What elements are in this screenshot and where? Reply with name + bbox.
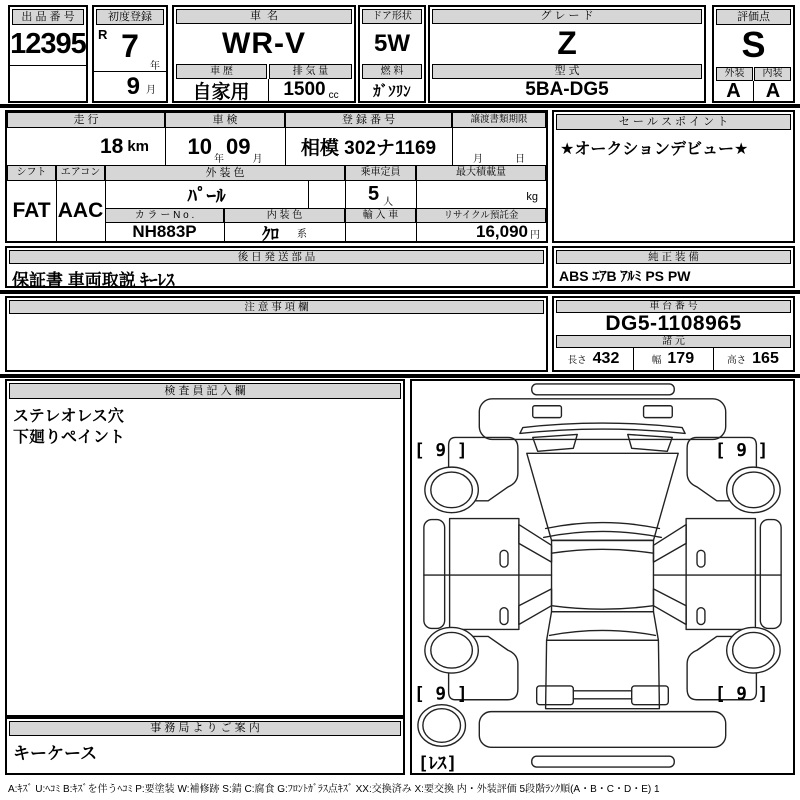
pillar-rear-right [653, 589, 686, 625]
first-registration-year: 7 [121, 27, 139, 64]
fuel-value: ｶﾞｿﾘﾝ [373, 82, 411, 100]
spare-tire-mark: [ﾚｽ] [417, 753, 458, 773]
sill-right [760, 520, 781, 629]
spec-height-label: 高さ [727, 355, 747, 366]
rear-bottom-bar [532, 756, 675, 767]
exterior-value: A [726, 79, 741, 102]
divider [308, 181, 309, 208]
max-load-unit: kg [526, 191, 538, 203]
interior-color-value: ｸﾛ [262, 224, 279, 244]
car-diagram-box [410, 379, 795, 775]
door-shape-box [358, 5, 426, 103]
history-label: 車 歴 [176, 64, 267, 79]
door-shape-label: ドア形状 [362, 9, 422, 24]
wheel-rear-right-rim [733, 632, 775, 668]
exterior-color-label: 外 装 色 [105, 165, 345, 181]
exterior-color-value: ﾊﾟｰﾙ [187, 186, 226, 207]
score-label: 評価点 [716, 9, 791, 25]
sales-point-value: ★オークションデビュー★ [560, 141, 749, 158]
score-box [712, 5, 795, 103]
door-handle [697, 550, 705, 567]
lot-number-value: 12395 [10, 27, 86, 60]
spec-width-cell [633, 348, 713, 370]
inspection-label: 車 検 [165, 112, 285, 128]
aircon-value: AAC [57, 199, 104, 222]
spec-length-value: 432 [592, 350, 620, 367]
spec-length-cell [554, 348, 633, 370]
transfer-day-unit: 日 [515, 154, 525, 165]
wheel-rear-left-rim [431, 632, 473, 668]
recycle-cell [416, 223, 546, 241]
sill-left [424, 520, 445, 629]
first-registration-month: 9 [126, 73, 140, 100]
later-parts-label: 後 日 発 送 部 品 [9, 250, 544, 264]
recycle-label: リサイクル預託金 [416, 208, 546, 223]
recycle-value: 16,090 [476, 222, 528, 241]
car-name-value: WR-V [222, 27, 306, 60]
pillar-front-right [653, 525, 686, 563]
pillar-rear-left [519, 589, 552, 625]
displacement-unit: cc [328, 90, 339, 101]
car-name-label: 車 名 [176, 9, 352, 24]
exterior-label: 外装 [716, 67, 753, 81]
recycle-unit: 円 [530, 230, 540, 241]
tire-mark-front-right: [ 9 ] [714, 440, 769, 462]
inspection-year-unit: 年 [214, 154, 224, 165]
capacity-cell [345, 181, 416, 208]
spare-tire-rim [423, 709, 461, 743]
rear-window-line [550, 630, 656, 635]
spare-tire [418, 705, 466, 747]
registration-number-label: 登 録 番 号 [285, 112, 452, 128]
score-value: S [741, 24, 766, 65]
oem-equipment-box [552, 246, 795, 288]
front-light-right [644, 406, 673, 418]
capacity-label: 乗車定員 [345, 165, 416, 181]
front-bumper [479, 399, 725, 440]
taillight-right [632, 686, 669, 705]
car-top-view-diagram [412, 381, 793, 773]
inspector-notes-box [5, 379, 405, 717]
office-info-box [5, 717, 405, 775]
month-unit: 月 [146, 85, 156, 96]
vehicle-detail-box [5, 110, 548, 243]
door-handle [500, 608, 508, 625]
taillight-left [537, 686, 574, 705]
import-value [345, 223, 416, 241]
grade-label: グ レ ー ド [432, 9, 702, 24]
shift-value: FAT [12, 199, 51, 222]
office-info-label: 事 務 局 よ り ご 案 内 [9, 721, 401, 736]
divider [94, 71, 166, 72]
capacity-unit: 人 [383, 197, 394, 208]
hood-line [546, 523, 660, 529]
tire-mark-rear-right: [ 9 ] [714, 683, 769, 705]
wheel-front-right-rim [733, 472, 775, 508]
lot-number-label: 出 品 番 号 [12, 9, 84, 25]
spec-length-label: 長さ [567, 355, 587, 366]
mileage-cell [7, 128, 165, 165]
specs-label: 諸 元 [556, 335, 791, 348]
max-load-label: 最大積載量 [416, 165, 546, 181]
car-name-box [172, 5, 356, 103]
wheel-front-left-rim [431, 472, 473, 508]
legend-text: A:ｷｽﾞ U:ﾍｺﾐ B:ｷｽﾞを伴うﾍｺﾐ P:要塗装 W:補修跡 S:錆 C:腐食 G:ﾌﾛﾝﾄｶﾞﾗｽ点ｷｽﾞ XX:交換済み X:要交換 内・外装評価 5段階ﾗﾝｸ順(A・B・C・D・E) 1 [8, 784, 660, 795]
chassis-label: 車 台 番 号 [556, 300, 791, 313]
later-parts-value: 保証書 車両取説 ｷｰﾚｽ [12, 271, 175, 290]
first-registration-label: 初度登録 [96, 9, 164, 25]
displacement-label: 排 気 量 [269, 64, 352, 79]
shift-label: シフト [7, 165, 56, 181]
inspector-note-line: 下廻りペイント [13, 429, 126, 446]
interior-value: A [765, 79, 781, 102]
cowl-band [520, 423, 685, 433]
section-divider [0, 290, 800, 294]
year-unit: 年 [150, 61, 160, 72]
chassis-value: DG5-1108965 [605, 311, 742, 335]
aircon-label: エアコン [56, 165, 105, 181]
mileage-unit: km [127, 138, 149, 155]
transfer-docs-label: 譲渡書類期限 [452, 112, 546, 128]
section-divider [0, 104, 800, 108]
later-parts-box [5, 246, 548, 288]
chassis-box [552, 296, 795, 372]
roof-front-line [552, 549, 654, 553]
import-label: 輸 入 車 [345, 208, 416, 223]
front-top-bar [532, 384, 675, 395]
office-info-value: キーケース [13, 744, 98, 763]
tire-mark-rear-left: [ 9 ] [413, 683, 468, 705]
inspector-note-line: ステレオレス穴 [13, 408, 124, 425]
door-shape-value: 5W [374, 30, 410, 57]
mileage-label: 走 行 [7, 112, 165, 128]
roof-rear-line [552, 606, 654, 609]
interior-color-cell [224, 223, 345, 244]
rear-window [547, 612, 659, 641]
displacement-cell [268, 79, 354, 101]
tire-mark-front-left: [ 9 ] [413, 440, 468, 462]
transfer-month-unit: 月 [473, 154, 483, 165]
inspection-month: 09 [226, 133, 251, 159]
inspection-year: 10 [187, 133, 212, 159]
fuel-label: 燃 料 [362, 64, 422, 79]
model-code-value: 5BA-DG5 [525, 79, 609, 100]
grade-box [428, 5, 706, 103]
oem-equipment-value: ABS ｴｱB ｱﾙﾐ PS PW [559, 268, 691, 284]
cautions-box [5, 296, 548, 372]
interior-color-label: 内 装 色 [224, 208, 345, 223]
oem-equipment-label: 純 正 装 備 [556, 250, 791, 264]
interior-color-unit: 系 [297, 228, 307, 240]
mileage-value: 18 [99, 134, 124, 158]
spec-height-value: 165 [752, 350, 779, 367]
front-light-left [533, 406, 562, 418]
wiper-left [533, 434, 578, 451]
pillar-front-left [519, 525, 552, 563]
divider [452, 128, 453, 165]
spec-width-value: 179 [667, 350, 695, 367]
door-handle [697, 608, 705, 625]
sales-point-label: セ ー ル ス ポ イ ン ト [556, 114, 791, 130]
spec-height-cell [713, 348, 793, 370]
inspection-month-unit: 月 [252, 154, 263, 165]
section-divider [0, 374, 800, 378]
hood-line [544, 531, 662, 537]
inspector-notes-label: 検 査 員 記 入 欄 [9, 383, 401, 399]
first-registration-box [92, 5, 168, 103]
color-no-value: NH883P [132, 222, 197, 241]
wiper-right [628, 434, 673, 451]
door-handle [500, 550, 508, 567]
rear-bumper [479, 712, 725, 748]
grade-value: Z [557, 24, 577, 61]
cautions-label: 注 意 事 項 欄 [9, 300, 544, 314]
model-code-label: 型 式 [432, 64, 702, 79]
divider [10, 65, 86, 66]
spec-width-label: 幅 [651, 355, 662, 366]
lot-number-box [8, 5, 88, 103]
history-value: 自家用 [192, 81, 250, 103]
registration-number-value: 相模 302ナ1169 [300, 138, 437, 159]
era-value: R [98, 27, 108, 42]
color-no-label: カ ラ ー N o . [105, 208, 224, 223]
displacement-value: 1500 [283, 79, 326, 100]
inspection-cell [165, 128, 285, 165]
capacity-value: 5 [367, 183, 380, 205]
sales-point-box [552, 110, 795, 243]
interior-label: 内装 [754, 67, 791, 81]
